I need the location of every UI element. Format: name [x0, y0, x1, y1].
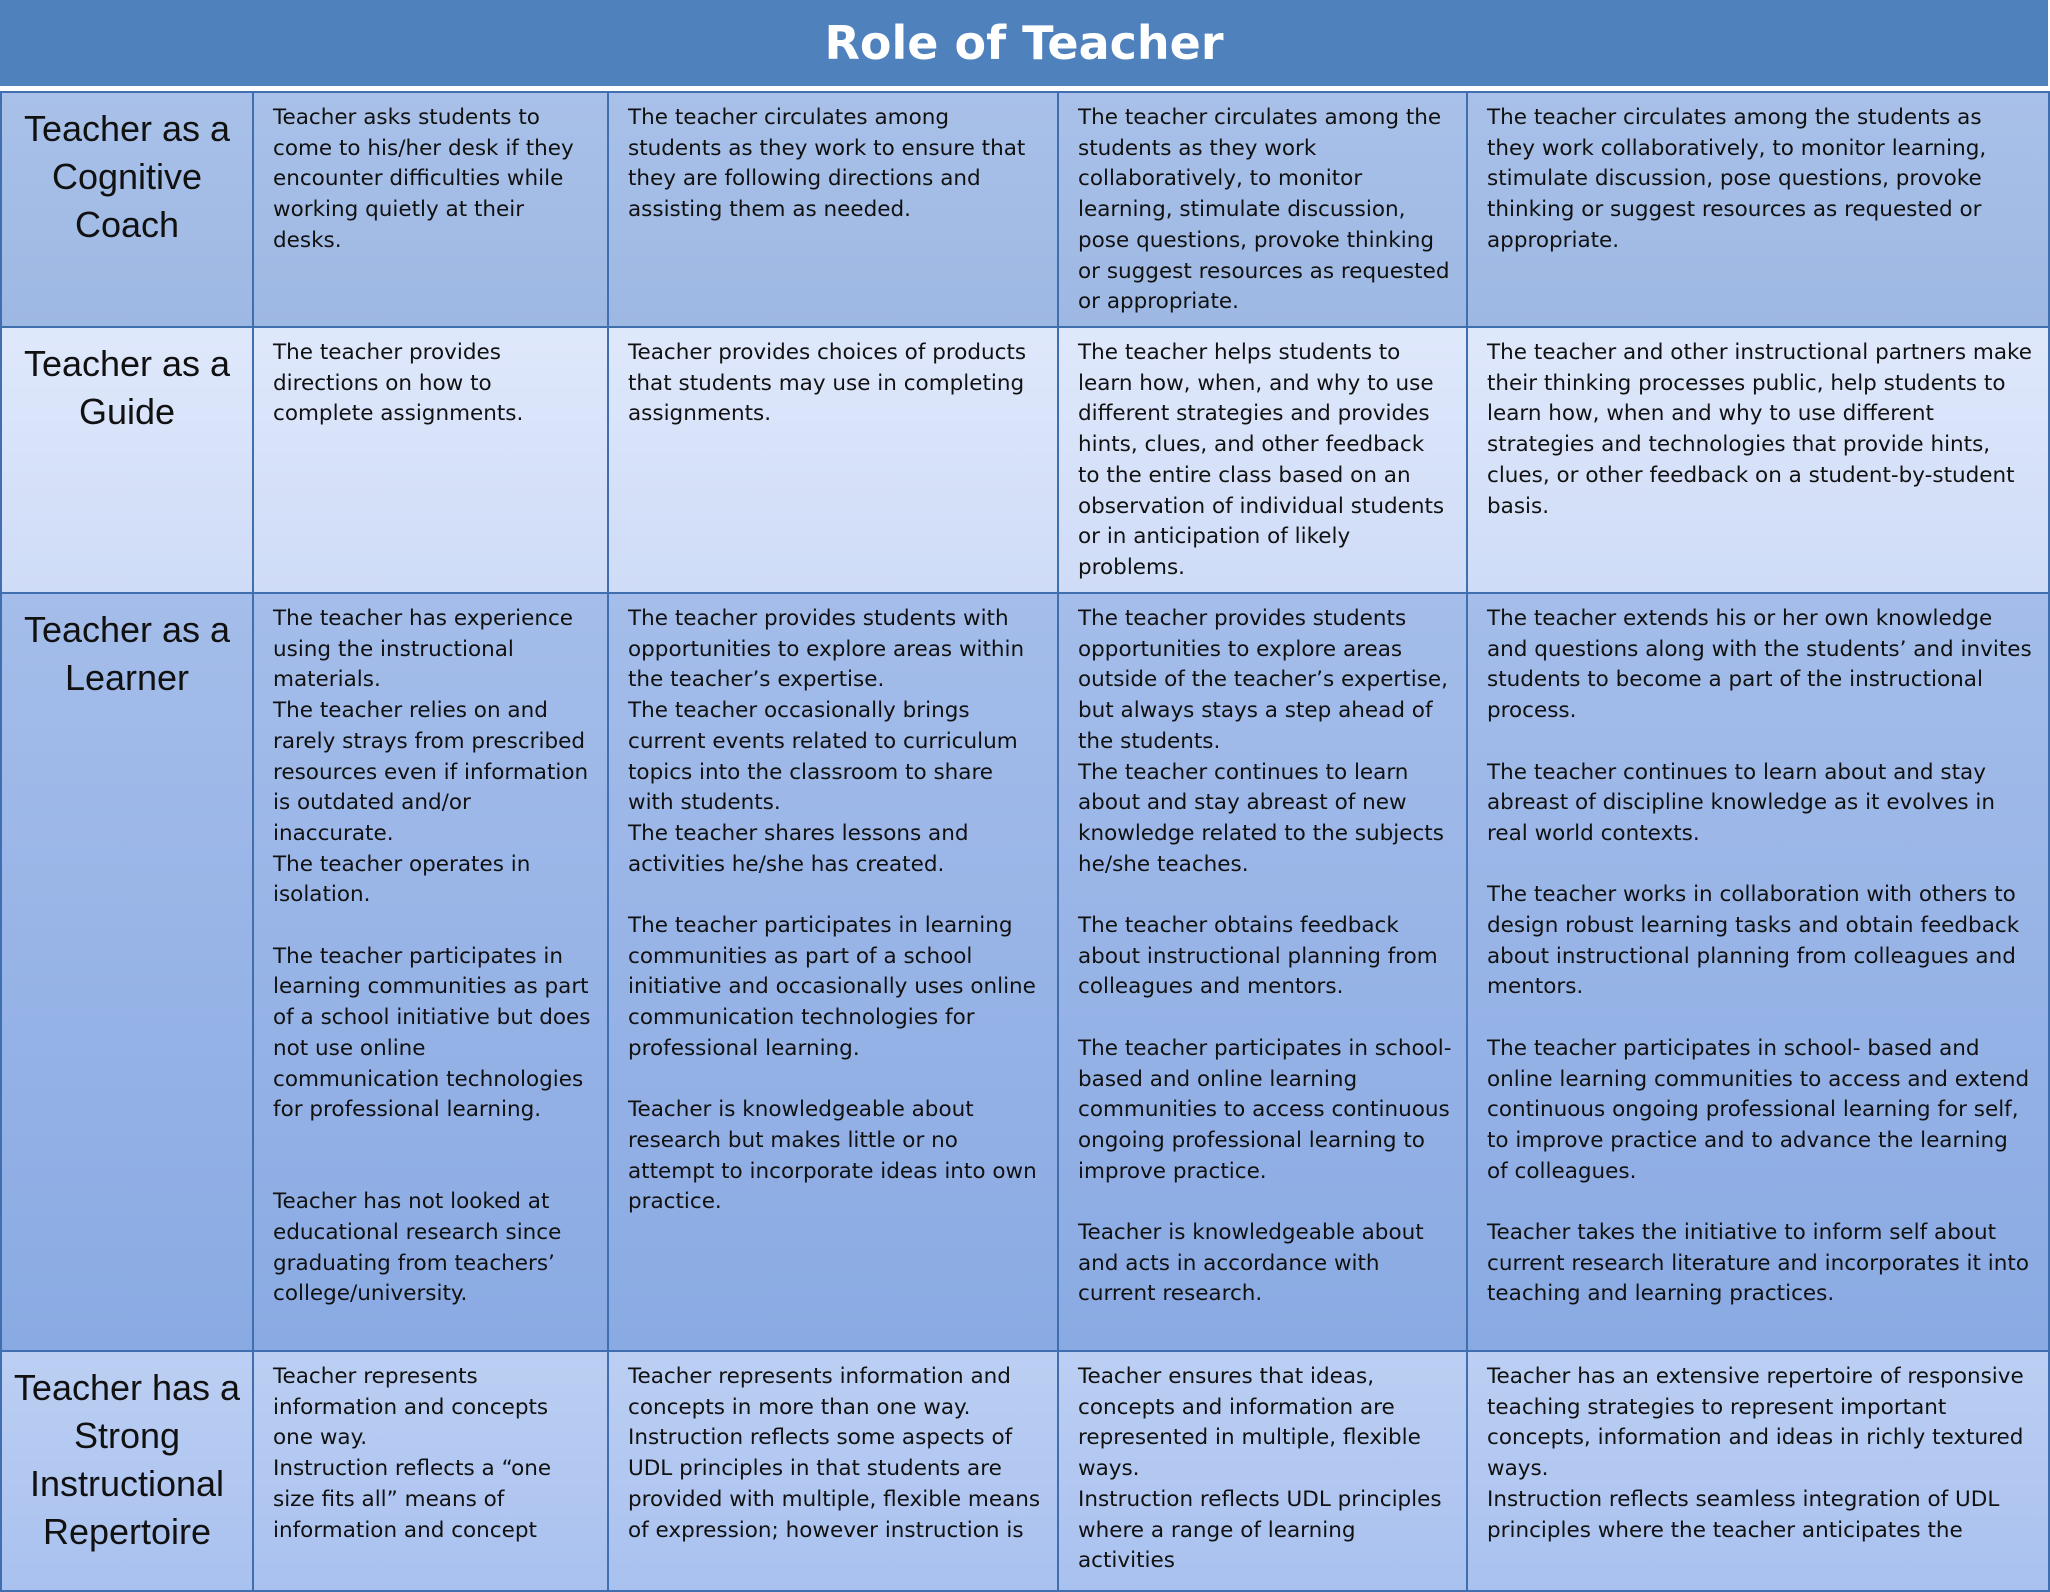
rubric-row-learner — [1, 593, 2049, 1351]
rubric-cell: The teacher and other instructional partners make their thinking processes public, help students to learn how, when and why to use different strategies and technologies that provide hints, clues, or other feedback on a student-by-student basis. — [1467, 327, 2049, 593]
rubric-cell: The teacher provides students with opportunities to explore areas within the teacher’s expertise. The teacher occasionally brings current events related to curriculum topics into the classroom to share with students. The teacher shares lessons and activities he/she has created. The teacher participates in learning communities as part of a school initiative and occasionally uses online communication technologies for professional learning. Teacher is knowledgeable about research but makes little or no attempt to incorporate ideas into own practice. — [608, 593, 1058, 1351]
rubric-cell: The teacher provides students opportunities to explore areas outside of the teacher’s expertise, but always stays a step ahead of the students. The teacher continues to learn about and stay abreast of new knowledge related to the subjects he/she teaches. The teacher obtains feedback about instructional planning from colleagues and mentors. The teacher participates in school-based and online learning communities to access continuous ongoing professional learning to improve practice. Teacher is knowledgeable about and acts in accordance with current research. — [1058, 593, 1467, 1351]
rubric-cell: The teacher circulates among students as they work to ensure that they are following directions and assisting them as needed. — [608, 92, 1058, 327]
rubric-cell: Teacher asks students to come to his/her desk if they encounter difficulties while working quietly at their desks. — [253, 92, 608, 327]
rubric-row-cognitive-coach — [1, 92, 2049, 327]
rubric-cell: Teacher ensures that ideas, concepts and information are represented in multiple, flexible ways. Instruction reflects UDL principles where a range of learning activities — [1058, 1351, 1467, 1591]
rubric-cell: The teacher provides directions on how to complete assignments. — [253, 327, 608, 593]
rubric-cell: The teacher extends his or her own knowledge and questions along with the students’ and invites students to become a part of the instructional process. The teacher continues to learn about and stay abreast of discipline knowledge as it evolves in real world contexts. The teacher works in collaboration with others to design robust learning tasks and obtain feedback about instructional planning from colleagues and mentors. The teacher participates in school- based and online learning communities to access and extend continuous ongoing professional learning for self, to improve practice and to advance the learning of colleagues. Teacher takes the initiative to inform self about current research literature and incorporates it into teaching and learning practices. — [1467, 593, 2049, 1351]
rubric-row-guide — [1, 327, 2049, 593]
role-of-teacher-rubric-table — [0, 91, 2050, 1592]
row-label-instructional-repertoire: Teacher has a Strong Instructional Repertoire — [1, 1351, 253, 1591]
rubric-cell: Teacher has an extensive repertoire of responsive teaching strategies to represent important concepts, information and ideas in richly textured ways. Instruction reflects seamless integration of UDL principles where the teacher anticipates the — [1467, 1351, 2049, 1591]
row-label-guide: Teacher as a Guide — [1, 327, 253, 593]
rubric-cell: The teacher circulates among the students as they work collaboratively, to monitor learning, stimulate discussion, pose questions, provoke thinking or suggest resources as requested or appropriate. — [1467, 92, 2049, 327]
title-bar — [0, 0, 2048, 86]
rubric-cell: The teacher helps students to learn how, when, and why to use different strategies and provides hints, clues, and other feedback to the entire class based on an observation of individual students or in anticipation of likely problems. — [1058, 327, 1467, 593]
rubric-row-instructional-repertoire — [1, 1351, 2049, 1591]
slide-title: Role of Teacher — [824, 16, 1224, 70]
rubric-cell: The teacher has experience using the instructional materials. The teacher relies on and rarely strays from prescribed resources even if information is outdated and/or inaccurate. The teacher operates in isolation. The teacher participates in learning communities as part of a school initiative but does not use online communication technologies for professional learning. Teacher has not looked at educational research since graduating from teachers’ college/university. — [253, 593, 608, 1351]
row-label-learner: Teacher as a Learner — [1, 593, 253, 1351]
rubric-cell: Teacher represents information and concepts in more than one way. Instruction reflects some aspects of UDL principles in that students are provided with multiple, flexible means of expression; however instruction is — [608, 1351, 1058, 1591]
rubric-cell: Teacher provides choices of products that students may use in completing assignments. — [608, 327, 1058, 593]
row-label-cognitive-coach: Teacher as a Cognitive Coach — [1, 92, 253, 327]
rubric-cell: The teacher circulates among the students as they work collaboratively, to monitor learning, stimulate discussion, pose questions, provoke thinking or suggest resources as requested or appropriate. — [1058, 92, 1467, 327]
rubric-cell: Teacher represents information and concepts one way. Instruction reflects a “one size fits all” means of information and concept — [253, 1351, 608, 1591]
